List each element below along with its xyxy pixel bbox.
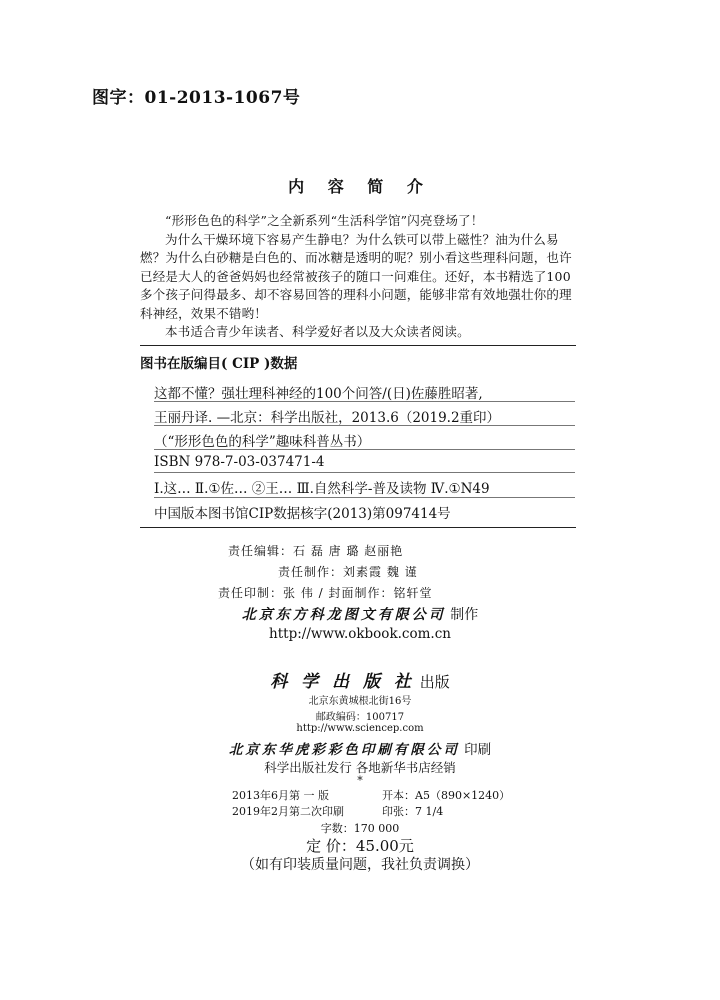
divider [154, 497, 575, 498]
publisher-url: http://www.sciencep.com [296, 723, 424, 734]
registration-number: 图字：01-2013-1067号 [92, 88, 301, 108]
price: 定 价：45.00元 [306, 837, 414, 855]
printer-suffix: 印刷 [464, 742, 492, 758]
publisher-line [0, 667, 720, 692]
credit-printing-design: 责任印制：张 伟 / 封面制作：铭轩堂 [218, 586, 433, 600]
summary-heading: 内 容 简 介 [288, 177, 432, 196]
publisher-address: 北京东黄城根北街16号 [308, 696, 412, 707]
printer-line [0, 738, 720, 758]
divider [154, 425, 575, 426]
maker-line [0, 604, 720, 624]
distribution: 科学出版社发行 各地新华书店经销 [264, 760, 456, 775]
cip-heading: 图书在版编目( CIP )数据 [140, 356, 298, 372]
divider [154, 449, 575, 450]
summary-paragraph: 为什么干燥环境下容易产生静电？为什么铁可以带上磁性？油为什么易燃？为什么白砂糖是白色的、而冰糖是透明的呢？别小看这些理科问题，也许已经是大人的爸爸妈妈也经常被孩子的随口一问难住。还好，本书精选了100多个孩子问得最多、却不容易回答的理科小问题，能够非常有效地强壮你的理科神经，效果不错哟！ [140, 231, 572, 321]
publisher-name: 科 学 出 版 社 [270, 672, 415, 692]
second-print: 2019年2月第二次印刷 [232, 805, 344, 818]
maker-name: 北京东方科龙图文有限公司 [241, 607, 446, 623]
cip-line: （“形形色色的科学”趣味科普丛书） [154, 434, 371, 450]
separator-star: * [357, 774, 363, 787]
divider [154, 472, 575, 473]
cip-isbn: ISBN 978-7-03-037471-4 [154, 454, 325, 470]
credit-editors: 责任编辑：石 磊 唐 璐 赵丽艳 [228, 544, 404, 558]
printer-name: 北京东华虎彩彩色印刷有限公司 [228, 742, 460, 758]
summary-paragraph: 本书适合青少年读者、科学爱好者以及大众读者阅读。 [165, 324, 470, 339]
word-count: 字数：170 000 [320, 822, 400, 835]
divider [140, 345, 576, 346]
maker-suffix: 制作 [450, 607, 479, 623]
cip-record-number: 中国版本图书馆CIP数据核字(2013)第097414号 [154, 506, 451, 522]
cip-line: 这都不懂？强壮理科神经的100个问答/(日)佐藤胜昭著, [154, 386, 483, 402]
print-sheets: 印张：7 1/4 [382, 805, 444, 818]
divider [154, 401, 575, 402]
format: 开本：A5（890×1240） [382, 789, 511, 802]
maker-url: http://www.okbook.com.cn [269, 626, 451, 642]
credit-production: 责任制作：刘素霞 魏 谨 [278, 565, 418, 579]
first-edition: 2013年6月第 一 版 [232, 789, 329, 802]
divider [140, 527, 576, 528]
summary-paragraph: “形形色色的科学”之全新系列“生活科学馆”闪亮登场了！ [165, 213, 484, 228]
publisher-suffix: 出版 [419, 673, 450, 691]
cip-classification: Ⅰ.这… Ⅱ.①佐… ②王… Ⅲ.自然科学-普及读物 Ⅳ.①N49 [154, 481, 490, 497]
cip-line: 王丽丹译. —北京：科学出版社，2013.6（2019.2重印） [154, 410, 501, 426]
quality-notice: （如有印装质量问题，我社负责调换） [241, 857, 479, 873]
summary-section [140, 212, 572, 342]
publisher-postcode: 邮政编码：100717 [315, 712, 405, 723]
